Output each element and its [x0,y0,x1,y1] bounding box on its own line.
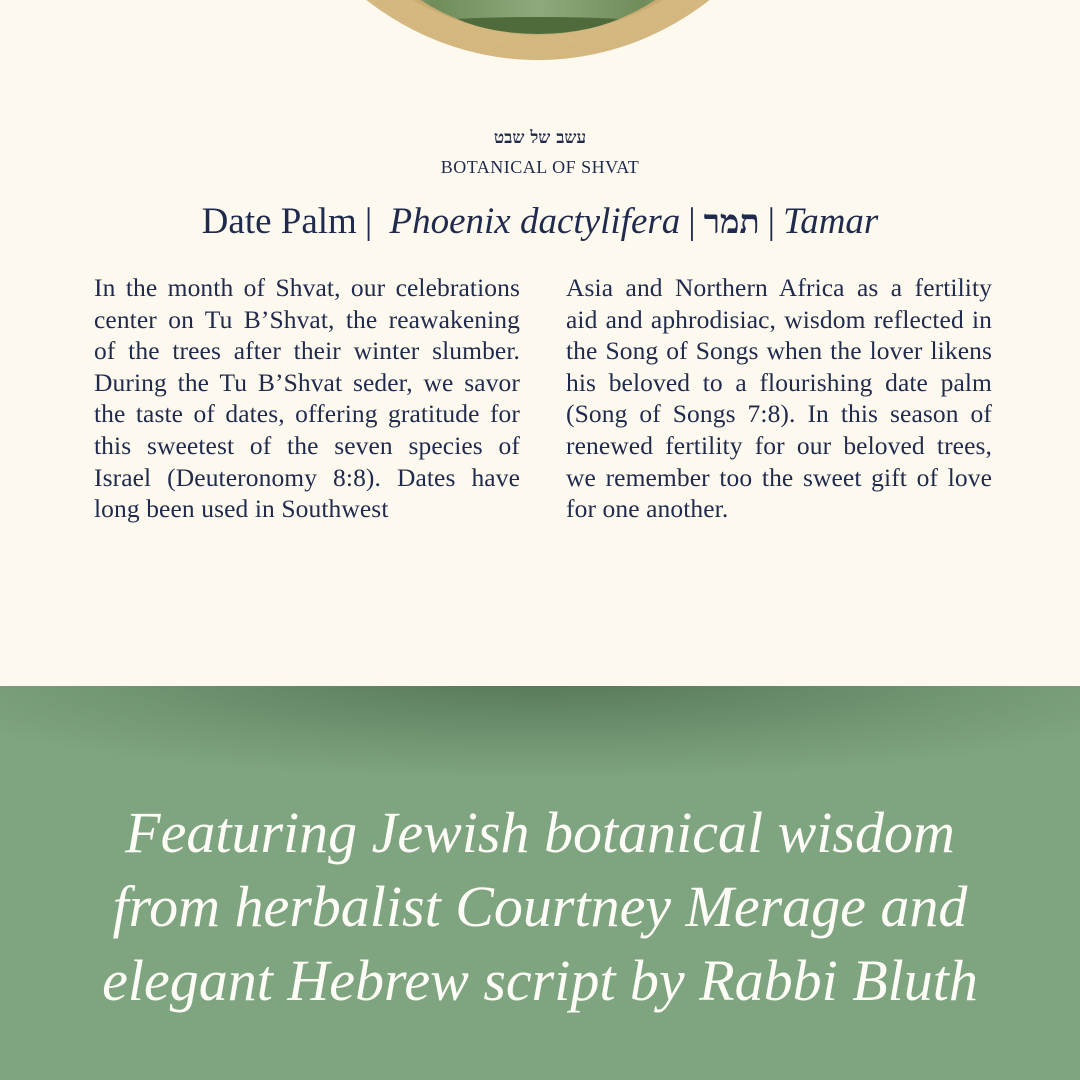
tagline-line-1: Featuring Jewish botanical wisdom [125,800,955,865]
hebrew-subtitle: עשב של שבט [493,128,587,148]
transliteration: Tamar [783,201,879,242]
date-palm-image [248,0,828,60]
card-shadow [0,686,1080,776]
tagline-line-2: from herbalist Courtney Merage and [112,874,968,939]
common-name: Date Palm [201,201,357,242]
tagline-line-3: elegant Hebrew script by Rabbi Bluth [102,948,978,1013]
plant-title [0,200,1080,243]
title-separator: | [767,201,776,242]
date-palm-photo [288,0,788,35]
hebrew-name: תמר [703,202,760,241]
title-separator: | [688,201,696,242]
title-separator: | [364,201,373,242]
tagline [0,796,1080,1018]
tagline-band [0,686,1080,1080]
body-text-right: Asia and Northern Africa as a fertility aid and aphrodisiac, wisdom reflected in the Song of Songs when the lover likens his beloved to a flourishing date palm (Song of Songs 7:8). In this season of renewed fertility for our beloved trees, we remember too the sweet gift of love for one another. [566,273,992,524]
body-text-left: In the month of Shvat, our celebrations center on Tu B’Shvat, the reawakening of the trees after their winter slumber. During the Tu B’Shvat seder, we savor the taste of dates, offering gratitude for this sweetest of the seven species of Israel (Deuteronomy 8:8). Dates have long been used in Southwest [94,273,520,524]
latin-name: Phoenix dactylifera [389,201,681,242]
subtitle: BOTANICAL OF SHVAT [440,157,640,177]
